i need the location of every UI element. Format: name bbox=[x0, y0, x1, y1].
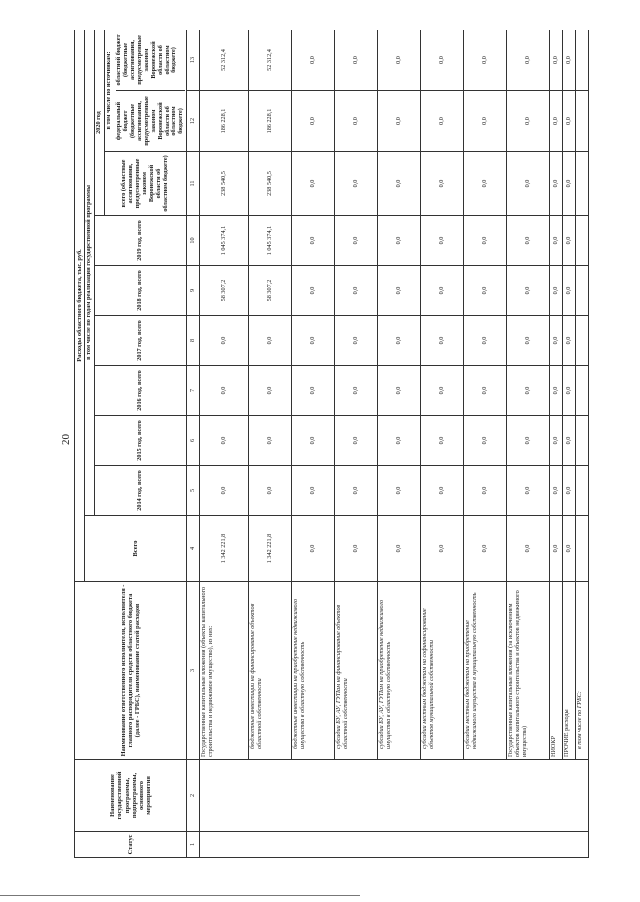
value-cell: 0,0 bbox=[507, 266, 550, 316]
value-cell: 0,0 bbox=[421, 30, 464, 91]
value-cell: 0,0 bbox=[335, 266, 378, 316]
value-cell: 0,0 bbox=[464, 316, 507, 366]
value-cell: 0,0 bbox=[200, 416, 249, 466]
header-2019: 2019 год, всего bbox=[95, 216, 187, 266]
value-cell: 238 540,5 bbox=[249, 152, 292, 216]
value-cell bbox=[576, 466, 589, 516]
table-row bbox=[576, 30, 589, 858]
value-cell: 0,0 bbox=[335, 366, 378, 416]
column-number-cell: 2 bbox=[187, 760, 200, 832]
header-2020-sources-split bbox=[116, 32, 185, 149]
value-cell: 0,0 bbox=[249, 366, 292, 416]
value-cell: 0,0 bbox=[378, 516, 421, 582]
table-row bbox=[563, 30, 576, 858]
row-label: Государственные капитальные вложения (за исключением объектов капитального строительства и объектов недвижимого имущества) bbox=[507, 582, 550, 760]
value-cell: 0,0 bbox=[421, 416, 464, 466]
value-cell: 0,0 bbox=[507, 152, 550, 216]
header-2016: 2016 год, всего bbox=[95, 366, 187, 416]
table-row bbox=[200, 30, 249, 858]
row-label: бюджетные инвестиции на финансирование объектов областной собственности bbox=[249, 582, 292, 760]
value-cell: 0,0 bbox=[421, 466, 464, 516]
header-2014: 2014 год, всего bbox=[95, 466, 187, 516]
value-cell: 0,0 bbox=[507, 216, 550, 266]
value-cell: 0,0 bbox=[421, 316, 464, 366]
value-cell bbox=[576, 152, 589, 216]
value-cell: 0,0 bbox=[550, 366, 563, 416]
value-cell: 0,0 bbox=[550, 152, 563, 216]
value-cell: 0,0 bbox=[507, 91, 550, 152]
rotated-table-area bbox=[74, 30, 616, 858]
value-cell: 0,0 bbox=[464, 30, 507, 91]
value-cell: 0,0 bbox=[421, 266, 464, 316]
value-cell: 0,0 bbox=[563, 266, 576, 316]
header-2020-sources-label: в том числе по источникам: bbox=[105, 51, 113, 130]
value-cell: 0,0 bbox=[421, 516, 464, 582]
table-row bbox=[507, 30, 550, 858]
value-cell: 0,0 bbox=[464, 516, 507, 582]
header-total: Всего bbox=[85, 516, 187, 582]
value-cell bbox=[576, 266, 589, 316]
header-2017: 2017 год, всего bbox=[95, 316, 187, 366]
value-cell: 0,0 bbox=[292, 516, 335, 582]
value-cell: 0,0 bbox=[378, 266, 421, 316]
value-cell: 0,0 bbox=[292, 266, 335, 316]
value-cell: 0,0 bbox=[421, 152, 464, 216]
table-body bbox=[200, 30, 589, 858]
value-cell: 0,0 bbox=[378, 366, 421, 416]
header-2020-total: всего (областные ассигнования, предусмотренные законом Воронежской области об областном бюджете) bbox=[105, 152, 187, 216]
column-number-cell: 7 bbox=[187, 366, 200, 416]
header-2020-sources bbox=[105, 30, 187, 152]
value-cell: 58 307,2 bbox=[249, 266, 292, 316]
table-row bbox=[378, 30, 421, 858]
table-row bbox=[335, 30, 378, 858]
row-label: НИОКР bbox=[550, 582, 563, 760]
value-cell: 0,0 bbox=[292, 91, 335, 152]
value-cell: 0,0 bbox=[507, 366, 550, 416]
column-number-cell: 8 bbox=[187, 316, 200, 366]
value-cell: 0,0 bbox=[464, 416, 507, 466]
column-number-cell: 1 bbox=[187, 832, 200, 858]
value-cell bbox=[576, 216, 589, 266]
value-cell: 0,0 bbox=[200, 316, 249, 366]
bottom-rule bbox=[0, 895, 360, 896]
table-row bbox=[421, 30, 464, 858]
header-executor: Наименование ответственного исполнителя, исполнителя - главного распорядителя средств областного бюджета (далее - ГРБС), наименование статей расходов bbox=[75, 582, 187, 760]
value-cell: 0,0 bbox=[335, 91, 378, 152]
row-label: субсидии БУ, АУ, ГУПам на финансирование объектов областной собственности bbox=[335, 582, 378, 760]
value-cell bbox=[576, 91, 589, 152]
value-cell: 0,0 bbox=[335, 466, 378, 516]
value-cell: 0,0 bbox=[550, 416, 563, 466]
column-number-cell: 11 bbox=[187, 152, 200, 216]
column-number-cell: 6 bbox=[187, 416, 200, 466]
column-number-cell: 5 bbox=[187, 466, 200, 516]
column-number-cell: 13 bbox=[187, 30, 200, 91]
column-number-cell: 10 bbox=[187, 216, 200, 266]
header-2020-fed: федеральный бюджет (бюджетные ассигнования, предусмотренные законом Воронежской области об областном бюджете) bbox=[116, 90, 185, 149]
expenses-table bbox=[74, 30, 589, 858]
status-cell bbox=[200, 832, 589, 858]
value-cell: 0,0 bbox=[550, 316, 563, 366]
header-expenses: Расходы областного бюджета, тыс. руб. bbox=[75, 30, 85, 582]
table-row bbox=[292, 30, 335, 858]
header-2020: 2020 год bbox=[95, 30, 105, 216]
value-cell: 0,0 bbox=[563, 516, 576, 582]
value-cell: 0,0 bbox=[464, 152, 507, 216]
value-cell: 0,0 bbox=[550, 466, 563, 516]
value-cell: 0,0 bbox=[550, 216, 563, 266]
value-cell: 0,0 bbox=[464, 266, 507, 316]
value-cell: 1 342 221,8 bbox=[249, 516, 292, 582]
value-cell bbox=[576, 366, 589, 416]
value-cell: 0,0 bbox=[378, 416, 421, 466]
value-cell: 58 307,2 bbox=[200, 266, 249, 316]
value-cell: 0,0 bbox=[292, 152, 335, 216]
value-cell bbox=[576, 416, 589, 466]
value-cell: 0,0 bbox=[464, 366, 507, 416]
value-cell: 0,0 bbox=[421, 91, 464, 152]
value-cell: 0,0 bbox=[507, 316, 550, 366]
value-cell bbox=[576, 30, 589, 91]
value-cell: 0,0 bbox=[335, 216, 378, 266]
table-row bbox=[550, 30, 563, 858]
header-status: Статус bbox=[75, 832, 187, 858]
value-cell: 0,0 bbox=[563, 466, 576, 516]
table-row bbox=[464, 30, 507, 858]
value-cell: 0,0 bbox=[421, 216, 464, 266]
header-by-year: в том числе по годам реализации государственной программы bbox=[85, 30, 95, 516]
value-cell: 0,0 bbox=[200, 466, 249, 516]
value-cell: 0,0 bbox=[292, 366, 335, 416]
value-cell: 0,0 bbox=[507, 516, 550, 582]
value-cell: 0,0 bbox=[464, 91, 507, 152]
table-row bbox=[249, 30, 292, 858]
row-label: Государственные капитальные вложения (объекты капитального строительства и недвижимое имущество), из них: bbox=[200, 582, 249, 760]
value-cell: 0,0 bbox=[464, 216, 507, 266]
value-cell: 0,0 bbox=[464, 466, 507, 516]
value-cell: 0,0 bbox=[421, 366, 464, 416]
row-label: в том числе по ГРБС: bbox=[576, 582, 589, 760]
value-cell: 186 228,1 bbox=[200, 91, 249, 152]
value-cell: 0,0 bbox=[292, 316, 335, 366]
value-cell: 0,0 bbox=[292, 30, 335, 91]
value-cell: 0,0 bbox=[563, 316, 576, 366]
value-cell: 0,0 bbox=[507, 416, 550, 466]
value-cell: 0,0 bbox=[378, 30, 421, 91]
value-cell bbox=[576, 516, 589, 582]
value-cell: 0,0 bbox=[378, 316, 421, 366]
value-cell: 0,0 bbox=[563, 366, 576, 416]
row-label: бюджетные инвестиции на приобретение недвижимого имущества в областную собственность bbox=[292, 582, 335, 760]
row-label: субсидии местным бюджетам на приобретение недвижимого имущества в муниципальную собственность bbox=[464, 582, 507, 760]
column-number-cell: 4 bbox=[187, 516, 200, 582]
value-cell: 0,0 bbox=[378, 91, 421, 152]
table-head bbox=[75, 30, 200, 858]
header-2020-reg: областной бюджет (бюджетные ассигнования, предусмотренные законом Воронежской области об областном бюджете) bbox=[114, 34, 178, 86]
value-cell: 0,0 bbox=[550, 266, 563, 316]
column-number-cell: 3 bbox=[187, 582, 200, 760]
program-cell bbox=[200, 760, 589, 832]
value-cell: 186 228,1 bbox=[249, 91, 292, 152]
header-2018: 2018 год, всего bbox=[95, 266, 187, 316]
row-label: ПРОЧИЕ расходы bbox=[563, 582, 576, 760]
value-cell: 0,0 bbox=[378, 216, 421, 266]
row-label: субсидии местным бюджетам на софинансирование объектов муниципальной собственности bbox=[421, 582, 464, 760]
value-cell: 0,0 bbox=[292, 216, 335, 266]
value-cell: 0,0 bbox=[550, 516, 563, 582]
value-cell: 0,0 bbox=[563, 152, 576, 216]
value-cell: 0,0 bbox=[292, 466, 335, 516]
value-cell: 0,0 bbox=[249, 466, 292, 516]
value-cell: 0,0 bbox=[249, 416, 292, 466]
value-cell: 1 342 221,8 bbox=[200, 516, 249, 582]
value-cell: 0,0 bbox=[249, 316, 292, 366]
page-number: 20 bbox=[60, 434, 72, 445]
value-cell: 0,0 bbox=[550, 30, 563, 91]
value-cell: 0,0 bbox=[200, 366, 249, 416]
value-cell: 0,0 bbox=[507, 466, 550, 516]
value-cell: 0,0 bbox=[550, 91, 563, 152]
value-cell: 0,0 bbox=[507, 30, 550, 91]
table-container bbox=[74, 30, 616, 858]
value-cell: 0,0 bbox=[563, 91, 576, 152]
column-number-cell: 12 bbox=[187, 91, 200, 152]
row-label: субсидии БУ, АУ, ГУПам на приобретение недвижимого имущества в областную собственность bbox=[378, 582, 421, 760]
value-cell: 0,0 bbox=[378, 152, 421, 216]
header-2015: 2015 год, всего bbox=[95, 416, 187, 466]
value-cell: 0,0 bbox=[563, 216, 576, 266]
value-cell: 0,0 bbox=[563, 30, 576, 91]
value-cell: 238 540,5 bbox=[200, 152, 249, 216]
value-cell: 0,0 bbox=[292, 416, 335, 466]
value-cell: 1 045 374,1 bbox=[200, 216, 249, 266]
value-cell bbox=[576, 316, 589, 366]
value-cell: 52 312,4 bbox=[200, 30, 249, 91]
value-cell: 52 312,4 bbox=[249, 30, 292, 91]
header-program: Наименование государственной программы, подпрограммы, основного мероприятия bbox=[75, 760, 187, 832]
value-cell: 0,0 bbox=[563, 416, 576, 466]
value-cell: 0,0 bbox=[335, 516, 378, 582]
value-cell: 1 045 374,1 bbox=[249, 216, 292, 266]
value-cell: 0,0 bbox=[335, 30, 378, 91]
column-number-cell: 9 bbox=[187, 266, 200, 316]
value-cell: 0,0 bbox=[335, 152, 378, 216]
value-cell: 0,0 bbox=[335, 416, 378, 466]
value-cell: 0,0 bbox=[335, 316, 378, 366]
column-numbers-row bbox=[187, 30, 200, 858]
value-cell: 0,0 bbox=[378, 466, 421, 516]
